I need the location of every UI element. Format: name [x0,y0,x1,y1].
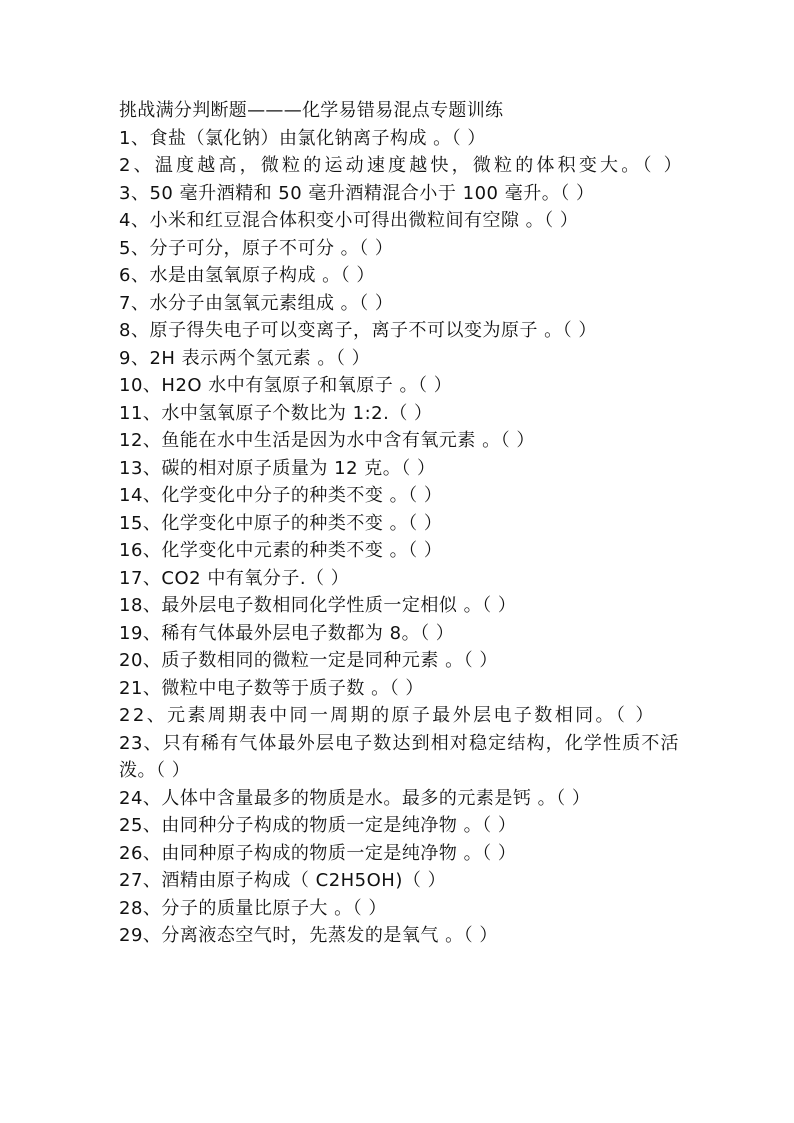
list-item: 15、化学变化中原子的种类不变 。（ ） [119,512,443,534]
list-item: 27、酒精由原子构成（ C2H5OH)（ ） [119,870,447,891]
list-item: 14、化学变化中分子的种类不变 。（ ） [119,485,443,506]
list-item: 19、稀有气体最外层电子数都为 8。（ ） [119,622,455,644]
list-item: 8、原子得失电子可以变离子，离子不可以变为原子 。（ ） [119,320,597,341]
list-item: 28、分子的质量比原子大 。（ ） [119,897,387,919]
list-item: 21、微粒中电子数等于质子数 。（ ） [119,677,424,699]
list-item: 18、最外层电子数相同化学性质一定相似 。（ ） [119,595,517,616]
list-item: 29、分离液态空气时，先蒸发的是氧气 。（ ） [119,925,498,946]
list-item: 4、小米和红豆混合体积变小可得出微粒间有空隙 。（ ） [119,210,579,231]
list-item: 10、H2O 水中有氢原子和氧原子 。（ ） [119,375,453,396]
list-item: 24、人体中含量最多的物质是水。最多的元素是钙 。（ ） [119,787,591,809]
list-item: 11、水中氢氧原子个数比为 1:2.（ ） [119,402,433,424]
list-item: 9、2H 表示两个氢元素 。（ ） [119,347,371,369]
list-item: 20、质子数相同的微粒一定是同种元素 。（ ） [119,650,498,671]
list-item: 12、鱼能在水中生活是因为水中含有氧元素 。（ ） [119,430,535,451]
worksheet [119,97,685,950]
list-item: 6、水是由氢氧原子构成 。（ ） [119,265,375,286]
page-title: 挑战满分判断题———化学易错易混点专题训练 [119,100,504,121]
list-item: 2、温度越高，微粒的运动速度越快，微粒的体积变大。（ ） [119,155,685,176]
list-item: 26、由同种原子构成的物质一定是纯净物 。（ ） [119,842,517,864]
list-item: 3、50 毫升酒精和 50 毫升酒精混合小于 100 毫升。（ ） [119,182,595,204]
list-item: 7、水分子由氢氧元素组成 。（ ） [119,292,394,314]
list-item: 13、碳的相对原子质量为 12 克。（ ） [119,457,436,479]
list-item: 5、分子可分，原子不可分 。（ ） [119,237,394,259]
list-item: 23、只有稀有气体最外层电子数达到相对稳定结构，化学性质不活泼。（ ） [119,732,679,781]
list-item: 25、由同种分子构成的物质一定是纯净物 。（ ） [119,815,517,836]
list-item: 1、食盐（氯化钠）由氯化钠离子构成 。（ ） [119,127,486,149]
list-item: 16、化学变化中元素的种类不变 。（ ） [119,540,443,561]
list-item: 22、元素周期表中同一周期的原子最外层电子数相同。（ ） [119,705,656,726]
list-item: 17、CO2 中有氧分子.（ ） [119,567,350,589]
